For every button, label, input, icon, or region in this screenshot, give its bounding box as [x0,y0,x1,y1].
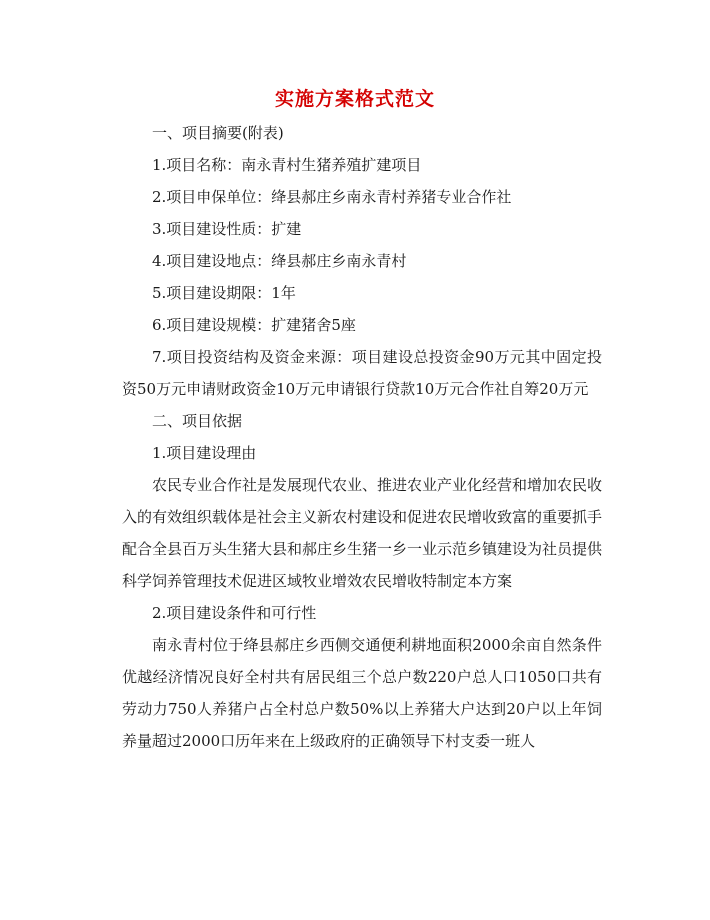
project-name-item: 1.项目名称：南永青村生猪养殖扩建项目 [152,156,422,174]
document-title: 实施方案格式范文 [274,88,435,110]
section-heading: 一、项目摘要(附表) [152,124,284,142]
body-paragraph: 南永青村位于绛县郝庄乡西侧交通便利耕地面积2000余亩自然条件优越经济情况良好全村共有居民组三个总户数220户总人口1050口共有劳动力750人养猪户占全村总户数50%以上养猪大户达到20户以上年饲养量超过2000口历年来在上级政府的正确领导下村支委一班人 [122,636,602,750]
subsection-heading: 1.项目建设理由 [152,444,257,462]
investment-structure-item: 7.项目投资结构及资金来源：项目建设总投资金90万元其中固定投资50万元申请财政资金10万元申请银行贷款10万元合作社自筹20万元 [122,348,602,398]
applicant-unit-item: 2.项目申保单位：绛县郝庄乡南永青村养猪专业合作社 [152,188,512,206]
construction-period-item: 5.项目建设期限：1年 [152,284,296,302]
construction-location-item: 4.项目建设地点：绛县郝庄乡南永青村 [152,252,407,270]
subsection-heading: 2.项目建设条件和可行性 [152,604,317,622]
construction-scale-item: 6.项目建设规模：扩建猪舍5座 [152,316,356,334]
section-heading: 二、项目依据 [152,412,243,430]
body-paragraph: 农民专业合作社是发展现代农业、推进农业产业化经营和增加农民收入的有效组织载体是社会主义新农村建设和促进农民增收致富的重要抓手配合全县百万头生猪大县和郝庄乡生猪一乡一业示范乡镇建设为社员提供科学饲养管理技术促进区域牧业增效农民增收特制定本方案 [122,476,603,590]
document-body [122,117,602,757]
construction-nature-item: 3.项目建设性质：扩建 [152,220,302,238]
